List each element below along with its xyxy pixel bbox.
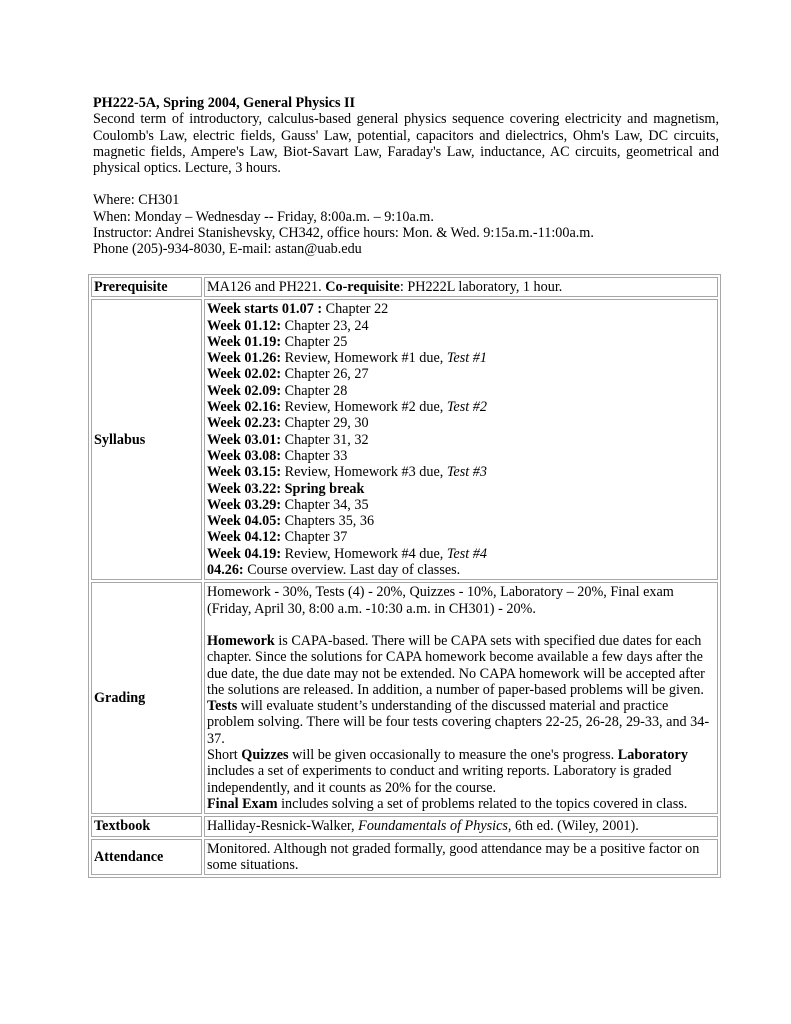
week-label: Week 04.05: bbox=[207, 513, 282, 530]
syllabus-week bbox=[207, 546, 716, 562]
textbook-authors: Halliday-Resnick-Walker, bbox=[207, 818, 359, 835]
syllabus-label: Syllabus bbox=[91, 299, 202, 580]
week-topic: Review, Homework #4 due, bbox=[281, 545, 447, 562]
laboratory-text: includes a set of experiments to conduct and writing reports. Laboratory is graded independently, and it counts as 20% for the course. bbox=[207, 763, 672, 796]
course-description: Second term of introductory, calculus-based general physics sequence covering electricity and magnetism, Coulomb's Law, electric fields, Gauss' Law, potential, capacitors and dielectrics, Ohm's Law, DC circuits, magnetic fields, Ampere's Law, Biot-Savart Law, Faraday's Law, inductance, AC circuits, geometrical and physical optics. Lecture, 3 hours. bbox=[93, 111, 719, 177]
location: Where: CH301 bbox=[93, 192, 180, 209]
syllabus-week bbox=[207, 562, 716, 578]
week-label: Week 01.26: bbox=[207, 350, 282, 367]
prerequisite-value bbox=[204, 277, 718, 297]
syllabus-week bbox=[207, 513, 716, 529]
week-topic: Chapter 31, 32 bbox=[281, 431, 369, 448]
week-test: Test #2 bbox=[446, 399, 487, 416]
week-topic: Chapter 23, 24 bbox=[281, 317, 369, 334]
week-topic: Chapter 33 bbox=[281, 447, 348, 464]
week-topic: Chapter 22 bbox=[322, 301, 389, 318]
prerequisite-row bbox=[91, 277, 718, 297]
attendance-value: Monitored. Although not graded formally, good attendance may be a positive factor on some situations. bbox=[204, 839, 718, 876]
spacer bbox=[207, 617, 716, 633]
prerequisite-text: MA126 and PH221. bbox=[207, 279, 326, 295]
week-label: Week 03.15: bbox=[207, 464, 282, 481]
homework-label: Homework bbox=[207, 632, 275, 649]
syllabus-list bbox=[204, 299, 718, 580]
week-topic: Review, Homework #3 due, bbox=[281, 464, 447, 481]
quizzes-label: Quizzes bbox=[241, 747, 289, 764]
week-topic: Chapter 28 bbox=[281, 382, 348, 399]
grading-body bbox=[207, 633, 716, 812]
syllabus-row bbox=[91, 299, 718, 580]
corequisite-label: Co-requisite bbox=[325, 279, 400, 295]
syllabus-week bbox=[207, 481, 716, 497]
week-test: Test #1 bbox=[446, 350, 487, 367]
syllabus-week bbox=[207, 529, 716, 545]
syllabus-week bbox=[207, 366, 716, 382]
week-topic: Chapter 25 bbox=[281, 333, 348, 350]
syllabus-week bbox=[207, 301, 716, 317]
course-info-table bbox=[88, 274, 721, 878]
week-label: Week 04.19: bbox=[207, 545, 282, 562]
syllabus-week bbox=[207, 318, 716, 334]
course-title: PH222-5A, Spring 2004, General Physics II bbox=[93, 95, 356, 111]
week-label: Week 03.01: bbox=[207, 431, 282, 448]
grading-row bbox=[91, 582, 718, 814]
corequisite-text: : PH222L laboratory, 1 hour. bbox=[399, 279, 563, 295]
week-topic: Chapter 29, 30 bbox=[281, 415, 369, 432]
syllabus-week bbox=[207, 464, 716, 480]
week-label: Week starts 01.07 : bbox=[207, 301, 323, 318]
week-topic: Review, Homework #1 due, bbox=[281, 350, 447, 367]
week-test: Test #3 bbox=[446, 464, 487, 481]
week-label: Week 02.16: bbox=[207, 399, 282, 416]
week-label: Week 03.22: Spring break bbox=[207, 480, 365, 497]
final-exam-text: includes solving a set of problems related to the topics covered in class. bbox=[277, 795, 688, 812]
laboratory-label: Laboratory bbox=[617, 747, 688, 764]
final-exam-label: Final Exam bbox=[207, 795, 278, 812]
prerequisite-label: Prerequisite bbox=[91, 277, 202, 297]
syllabus-week bbox=[207, 399, 716, 415]
textbook-title: Foundamentals of Physics bbox=[358, 818, 508, 835]
contact: Phone (205)-934-8030, E-mail: astan@uab.edu bbox=[93, 241, 362, 258]
week-label: 04.26: bbox=[207, 562, 244, 579]
syllabus-week bbox=[207, 432, 716, 448]
week-topic: Review, Homework #2 due, bbox=[281, 399, 447, 416]
week-label: Week 03.08: bbox=[207, 447, 282, 464]
textbook-row bbox=[91, 816, 718, 836]
week-label: Week 01.19: bbox=[207, 333, 282, 350]
week-topic: Chapter 34, 35 bbox=[281, 496, 369, 513]
attendance-label: Attendance bbox=[91, 839, 202, 876]
week-label: Week 02.09: bbox=[207, 382, 282, 399]
quizzes-text: will be given occasionally to measure the one's progress. bbox=[288, 747, 618, 764]
quizzes-prefix: Short bbox=[207, 747, 242, 764]
instructor: Instructor: Andrei Stanishevsky, CH342, office hours: Mon. & Wed. 9:15a.m.-11:00a.m. bbox=[93, 225, 594, 242]
week-label: Week 03.29: bbox=[207, 496, 282, 513]
grading-details bbox=[204, 582, 718, 814]
attendance-row bbox=[91, 839, 718, 876]
week-topic: Course overview. Last day of classes. bbox=[243, 562, 461, 579]
week-label: Week 04.12: bbox=[207, 529, 282, 546]
course-header bbox=[93, 95, 719, 258]
syllabus-week bbox=[207, 448, 716, 464]
week-label: Week 01.12: bbox=[207, 317, 282, 334]
textbook-label: Textbook bbox=[91, 816, 202, 836]
week-test: Test #4 bbox=[446, 545, 487, 562]
week-label: Week 02.02: bbox=[207, 366, 282, 383]
grading-label: Grading bbox=[91, 582, 202, 814]
homework-text: is CAPA-based. There will be CAPA sets with specified due dates for each chapter. Since the solutions for CAPA homework become available a few days after the due date, the due date may not be extended. No CAPA homework will be accepted after the solutions are released. In addition, a number of paper-based problems will be given. bbox=[207, 632, 705, 698]
schedule: When: Monday – Wednesday -- Friday, 8:00a.m. – 9:10a.m. bbox=[93, 208, 434, 225]
spacer bbox=[93, 176, 719, 192]
tests-text: will evaluate student’s understanding of the discussed material and practice problem solving. There will be four tests covering chapters 22-25, 26-28, 29-33, and 34-37. bbox=[207, 698, 710, 747]
week-topic: Chapter 26, 27 bbox=[281, 366, 369, 383]
syllabus-week bbox=[207, 350, 716, 366]
tests-label: Tests bbox=[207, 698, 238, 715]
week-label: Week 02.23: bbox=[207, 415, 282, 432]
syllabus-week bbox=[207, 383, 716, 399]
syllabus-week bbox=[207, 415, 716, 431]
syllabus-week bbox=[207, 497, 716, 513]
grading-summary: Homework - 30%, Tests (4) - 20%, Quizzes - 10%, Laboratory – 20%, Final exam (Friday, April 30, 8:00 a.m. -10:30 a.m. in CH301) - 20%. bbox=[207, 584, 674, 617]
textbook-edition: , 6th ed. (Wiley, 2001). bbox=[507, 818, 639, 835]
syllabus-week bbox=[207, 334, 716, 350]
week-topic: Chapters 35, 36 bbox=[281, 513, 375, 530]
textbook-value bbox=[204, 816, 718, 836]
week-topic: Chapter 37 bbox=[281, 529, 348, 546]
